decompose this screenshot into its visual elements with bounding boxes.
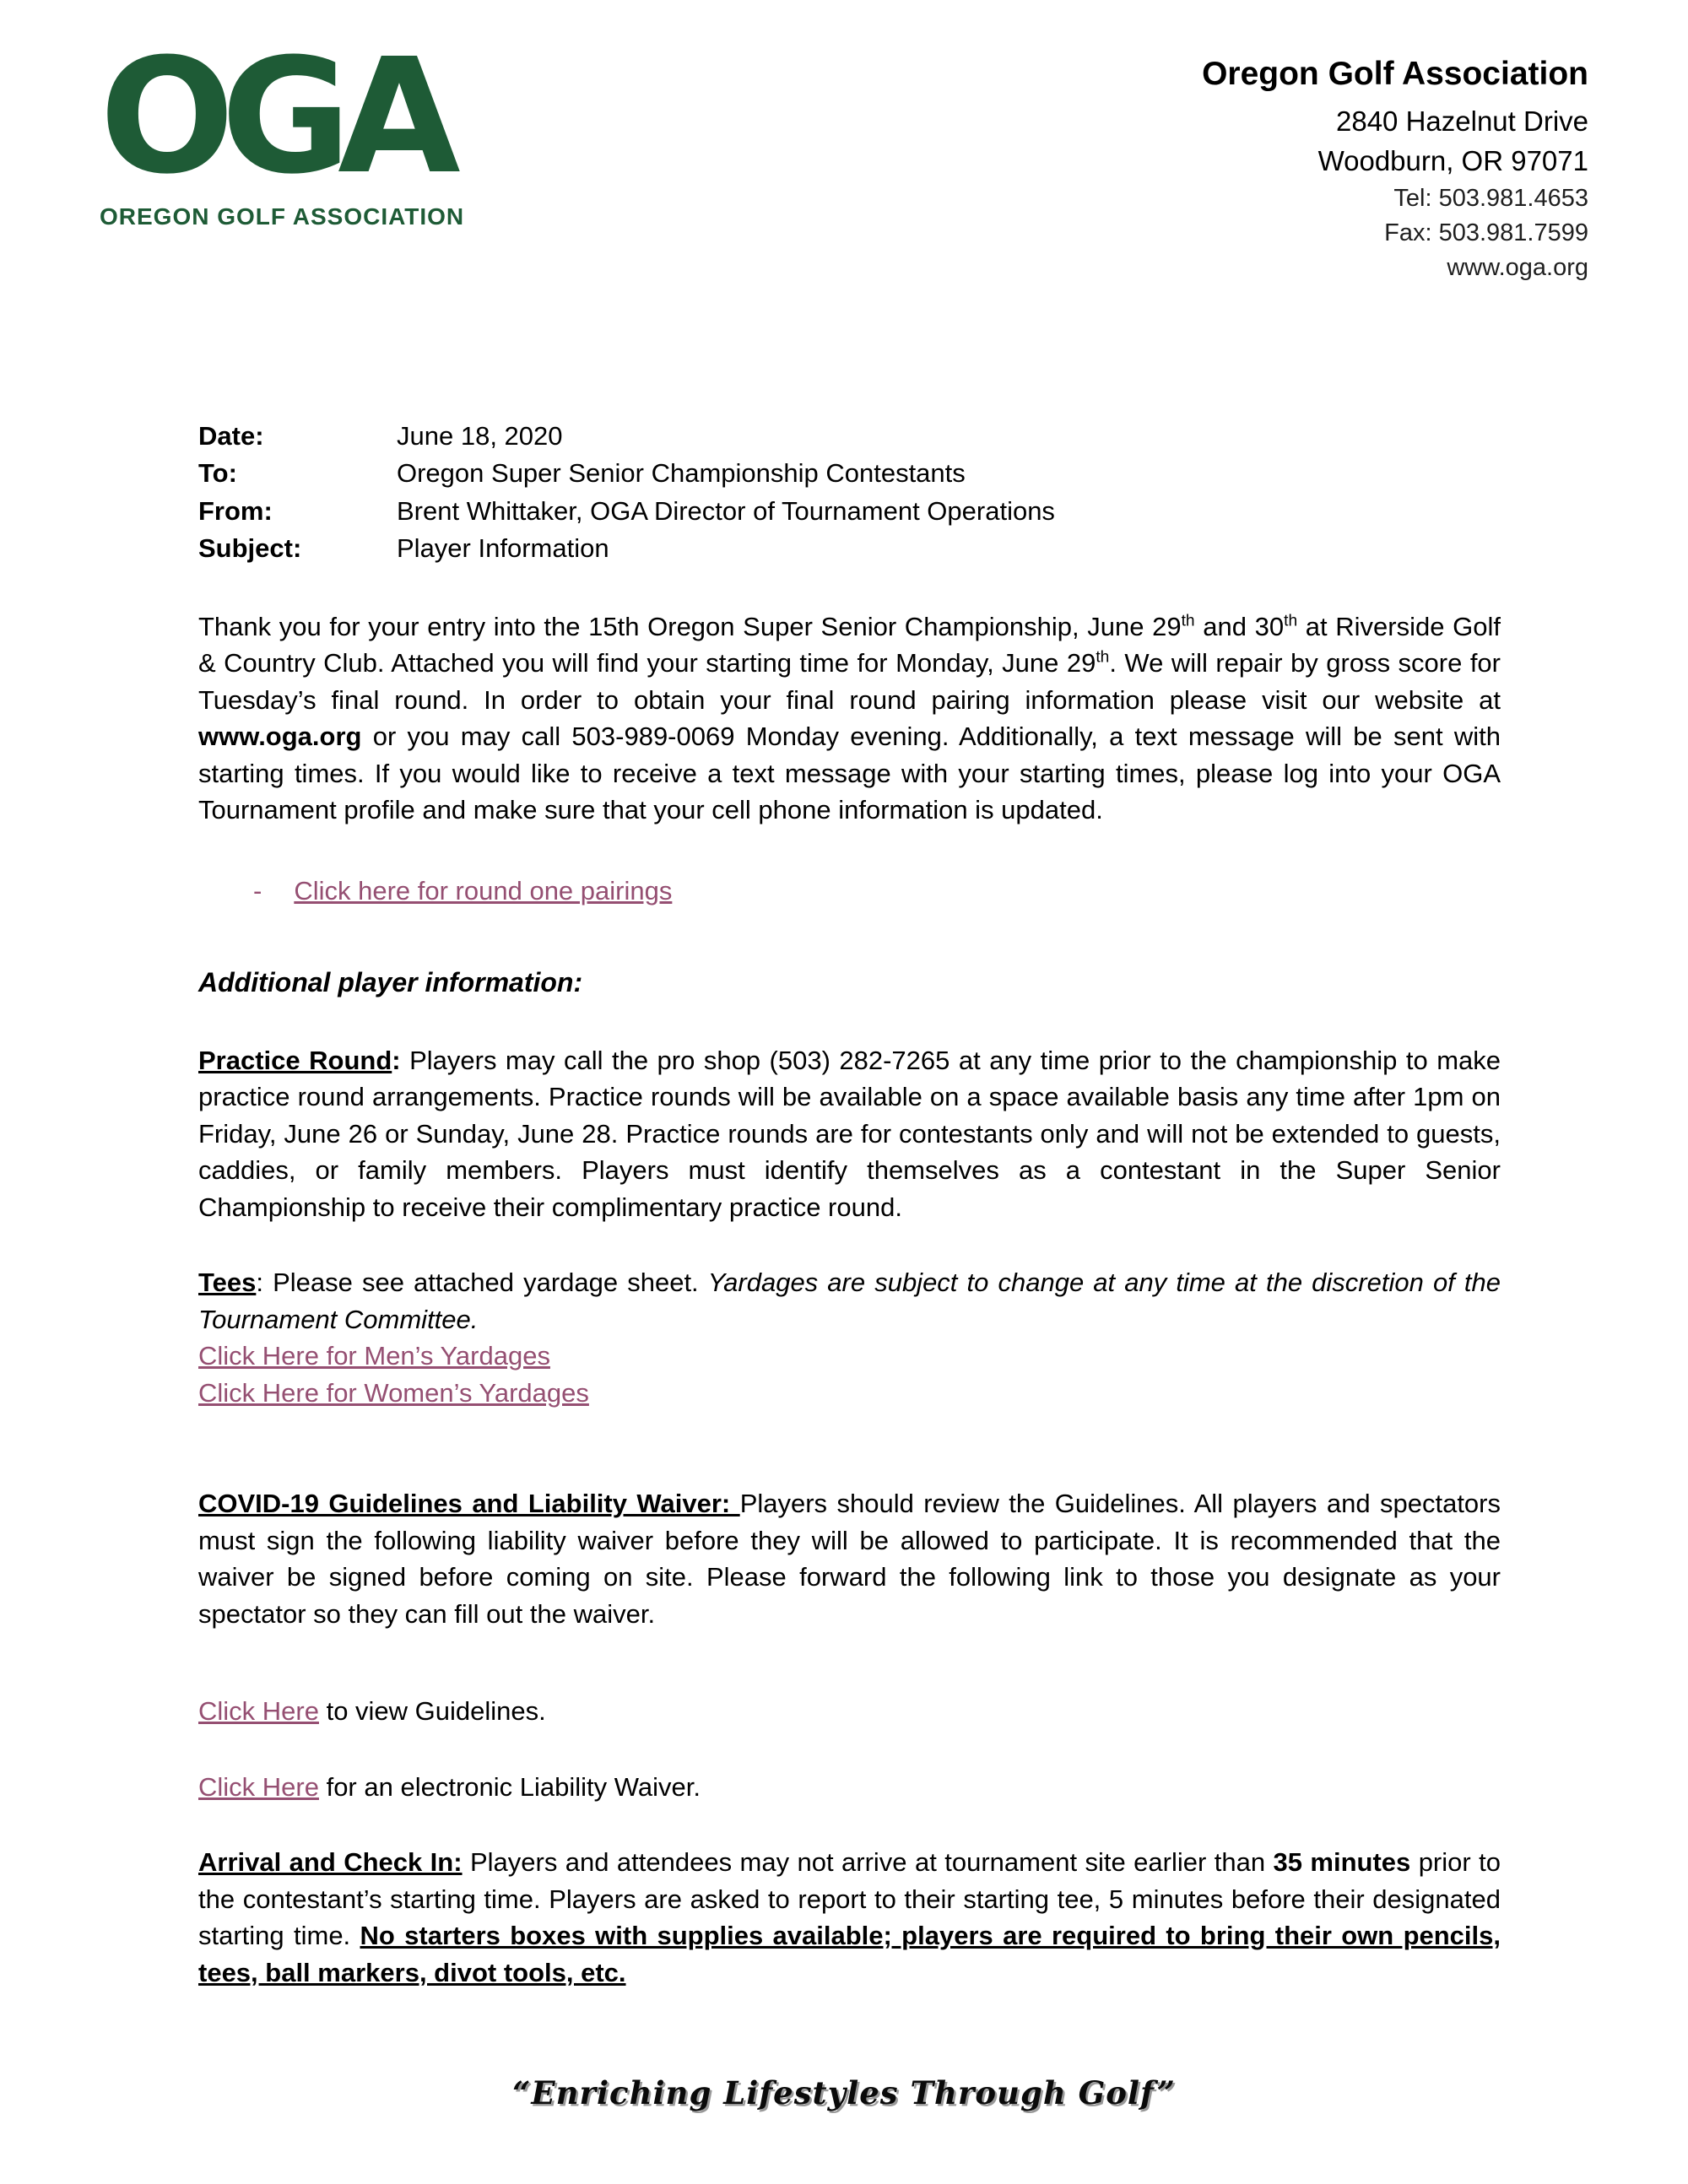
pairings-line bbox=[253, 876, 1688, 906]
text-run: th bbox=[1096, 648, 1110, 667]
memo-row-date bbox=[198, 418, 1501, 456]
oga-logo-caption: OREGON GOLF ASSOCIATION bbox=[100, 203, 465, 230]
oga-logo-text: OGA bbox=[100, 24, 447, 209]
org-website: www.oga.org bbox=[1447, 254, 1588, 282]
memo-row-to bbox=[198, 455, 1501, 493]
text-run: for an electronic Liability Waiver. bbox=[318, 1771, 701, 1802]
text-run: : Please see attached yardage sheet. bbox=[256, 1268, 708, 1298]
memo-label-to: To: bbox=[198, 458, 237, 489]
org-fax: Fax: 503.981.7599 bbox=[1384, 219, 1588, 247]
waiver-line bbox=[198, 1769, 1501, 1806]
org-contact-block bbox=[1202, 42, 1588, 286]
footer-tagline: “Enriching Lifestyles Through Golf” bbox=[512, 2074, 1176, 2111]
text-run: th bbox=[1181, 612, 1195, 630]
intro-paragraph bbox=[198, 608, 1501, 829]
memo-label-date: Date: bbox=[198, 420, 264, 451]
guidelines-link[interactable]: Click Here bbox=[198, 1696, 319, 1727]
liability-waiver-link[interactable]: Click Here bbox=[198, 1771, 319, 1802]
text-run: prior to the contestant’s starting time. Players are asked to report to their starting tee, 5 minutes before their designated starting time. bbox=[198, 1847, 1501, 1951]
text-run: No starters boxes with supplies available; players are required to bring their own pencils, tees, ball markers, divot tools, etc. bbox=[198, 1921, 1501, 1987]
text-run: or you may call 503-989-0069 Monday evening. Additionally, a text message will be sent with starting times. If you would like to receive a text message with your starting times, please log into your OGA Tournament profile and make sure that your cell phone information is updated. bbox=[198, 722, 1501, 825]
oga-logo bbox=[100, 24, 538, 230]
mens-yardages-link[interactable]: Click Here for Men’s Yardages bbox=[198, 1341, 550, 1371]
memo-label-from: From: bbox=[198, 495, 273, 526]
text-run: th bbox=[1284, 612, 1298, 630]
text-run: and 30 bbox=[1194, 611, 1285, 641]
memo-label-subject: Subject: bbox=[198, 533, 302, 564]
text-run: Yardages are subject to change at any time at the discretion of the Tournament Committee. bbox=[198, 1268, 1501, 1334]
text-run: Thank you for your entry into the 15th Oregon Super Senior Championship, June 29 bbox=[198, 611, 1182, 641]
memo-value-date: June 18, 2020 bbox=[397, 420, 563, 451]
memo-value-to: Oregon Super Senior Championship Contestants bbox=[397, 458, 966, 489]
text-run: . We will repair by gross score for Tuesday’s final round. In order to obtain your final round pairing information please visit our website at bbox=[198, 648, 1501, 715]
text-run: www.oga.org bbox=[198, 722, 362, 752]
text-run: COVID-19 Guidelines and Liability Waiver: bbox=[198, 1489, 740, 1519]
letterhead bbox=[0, 0, 1688, 286]
text-run: Players and attendees may not arrive at tournament site earlier than bbox=[462, 1847, 1274, 1878]
additional-info-heading: Additional player information: bbox=[198, 966, 583, 997]
text-run: at Riverside Golf & Country Club. Attached you will find your starting time for Monday, June 29 bbox=[198, 611, 1501, 678]
memo-row-from bbox=[198, 493, 1501, 531]
text-run: Players should review the Guidelines. All players and spectators must sign the following liability waiver before they will be allowed to participate. It is recommended that the waiver be signed before coming on site. Please forward the following link to those you designate as your spectator so they can fill out the waiver. bbox=[198, 1489, 1501, 1629]
org-address-line1: 2840 Hazelnut Drive bbox=[1336, 105, 1588, 138]
memo-value-from: Brent Whittaker, OGA Director of Tournament Operations bbox=[397, 495, 1055, 526]
round-one-pairings-link[interactable]: Click here for round one pairings bbox=[294, 875, 673, 905]
text-run: to view Guidelines. bbox=[318, 1696, 546, 1727]
memo-row-subject bbox=[198, 530, 1501, 568]
tees-paragraph bbox=[198, 1264, 1501, 1338]
text-run: Practice Round bbox=[198, 1045, 392, 1075]
text-run: Players may call the pro shop (503) 282-7265 at any time prior to the championship to make practice round arrangements. Practice rounds will be available on a space available basis any time after 1pm on Friday, June 26 or Sunday, June 28. Practice rounds are for contestants only and will not be extended to guests, caddies, or family members. Players must identify themselves as a contestant in the Super Senior Championship to receive their complimentary practice round. bbox=[198, 1045, 1501, 1222]
memo-value-subject: Player Information bbox=[397, 533, 609, 564]
org-address-line2: Woodburn, OR 97071 bbox=[1317, 145, 1588, 177]
womens-yardages-line bbox=[198, 1375, 1501, 1412]
covid-paragraph bbox=[198, 1485, 1501, 1632]
practice-round-paragraph bbox=[198, 1042, 1501, 1226]
list-dash: - bbox=[253, 875, 262, 905]
guidelines-line bbox=[198, 1693, 1501, 1730]
yardage-links bbox=[198, 1338, 1501, 1411]
text-run: Tees bbox=[198, 1268, 257, 1298]
memo-header bbox=[198, 418, 1501, 568]
mens-yardages-line bbox=[198, 1338, 1501, 1375]
womens-yardages-link[interactable]: Click Here for Women’s Yardages bbox=[198, 1377, 589, 1408]
org-telephone: Tel: 503.981.4653 bbox=[1393, 185, 1588, 213]
arrival-paragraph bbox=[198, 1844, 1501, 1991]
text-run: : bbox=[392, 1045, 410, 1075]
text-run: Arrival and Check In: bbox=[198, 1847, 463, 1878]
org-name: Oregon Golf Association bbox=[1202, 56, 1588, 92]
text-run: 35 minutes bbox=[1273, 1847, 1411, 1878]
